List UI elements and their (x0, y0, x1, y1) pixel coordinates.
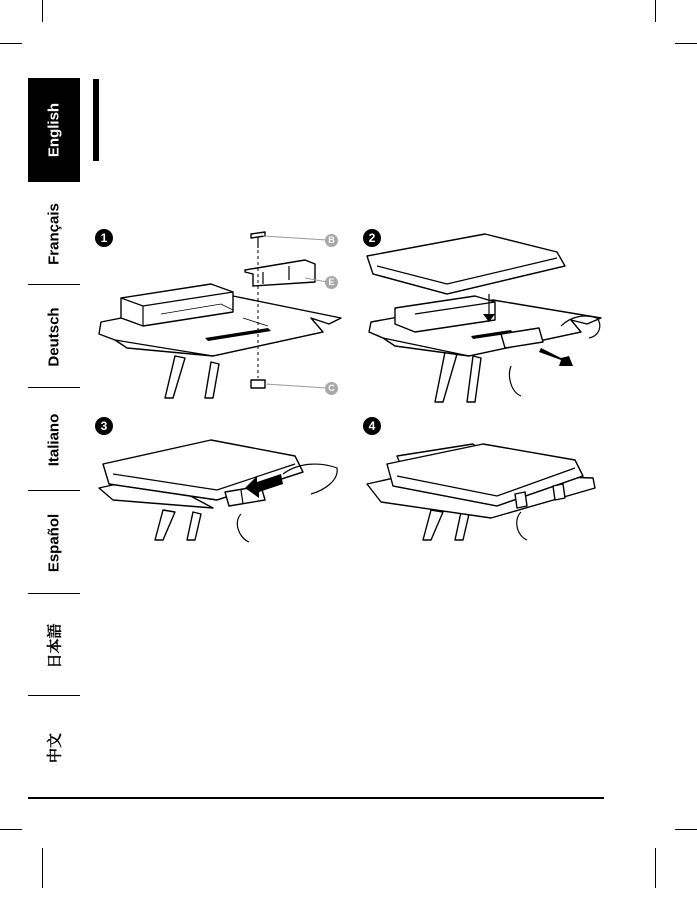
crop-mark-top-right-horizontal (675, 43, 697, 44)
callout-b: B (325, 234, 338, 247)
step-4-illustration (361, 414, 611, 544)
crop-mark-bottom-left-horizontal (0, 829, 22, 830)
tab-label: Français (45, 203, 63, 265)
crop-mark-top-left-horizontal (0, 43, 22, 44)
dock-mounting-diagram (93, 226, 358, 401)
crop-mark-top-right-vertical (655, 0, 656, 22)
step-number: 4 (363, 417, 381, 435)
crop-mark-top-left-vertical (42, 0, 43, 22)
bracket-slide-diagram (93, 414, 358, 544)
crop-mark-bottom-right-vertical (655, 848, 656, 888)
step-3-illustration (93, 414, 358, 544)
step-number: 2 (363, 229, 381, 247)
tab-label: 中文 (46, 732, 64, 764)
laptop-placement-diagram (361, 226, 611, 406)
step-number: 3 (95, 417, 113, 435)
heading-accent-bar (93, 79, 99, 161)
step-2-illustration (361, 226, 611, 406)
crop-mark-bottom-right-horizontal (675, 829, 697, 830)
tab-label: Deutsch (45, 307, 63, 367)
bottom-rule (28, 797, 604, 799)
tab-label: Italiano (45, 413, 63, 467)
step-number: 1 (95, 229, 113, 247)
callout-e: E (325, 276, 338, 289)
callout-c: C (325, 382, 338, 395)
tab-italiano[interactable] (28, 388, 80, 492)
tab-label: Español (45, 513, 63, 573)
step-1-illustration (93, 226, 358, 401)
tab-francais[interactable] (28, 182, 80, 286)
crop-mark-bottom-left-vertical (42, 848, 43, 888)
tab-espanol[interactable] (28, 491, 80, 595)
tab-chinese[interactable] (28, 696, 80, 800)
tab-deutsch[interactable] (28, 285, 80, 389)
tab-english[interactable] (28, 78, 80, 182)
tab-label: 日本語 (46, 623, 64, 669)
tab-japanese[interactable] (28, 594, 80, 698)
tab-label: English (45, 102, 63, 158)
mounted-laptop-diagram (361, 414, 611, 544)
